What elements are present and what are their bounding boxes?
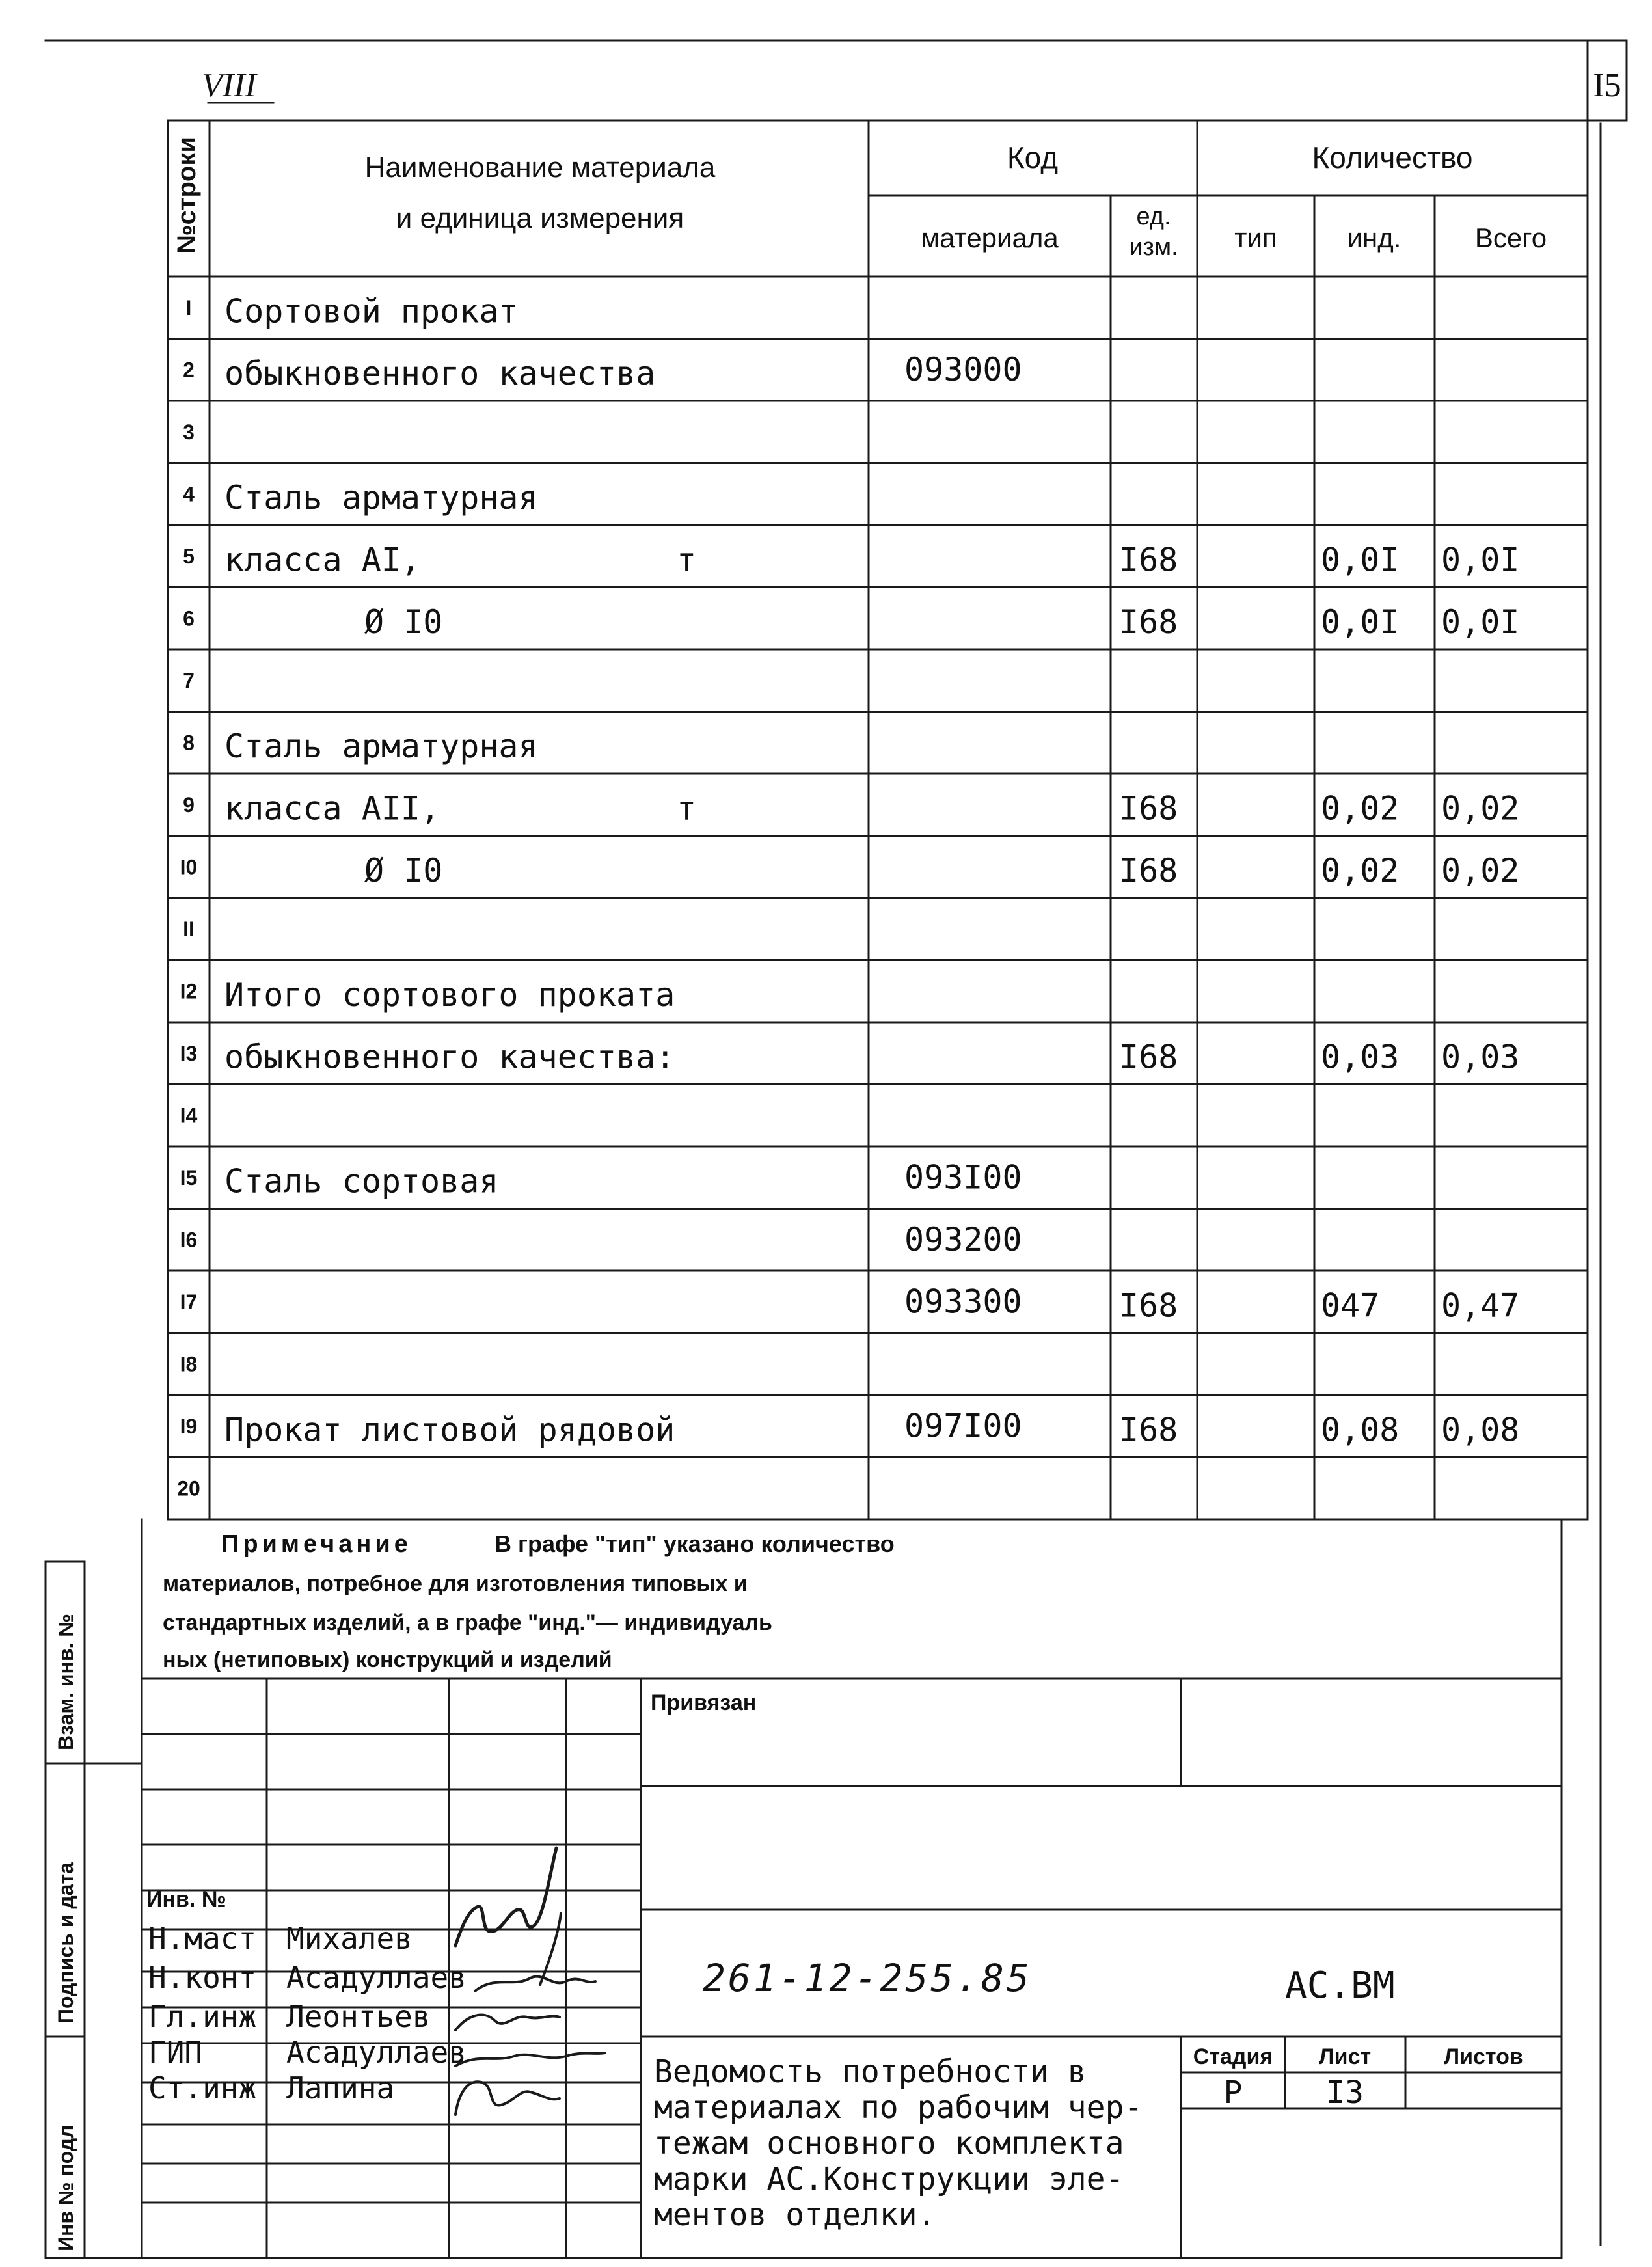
role-person-name: Леонтьев — [286, 1999, 431, 2034]
row-number: 2 — [183, 358, 195, 382]
inv-label: Инв. № — [146, 1887, 226, 1912]
sheet-value: I3 — [1326, 2074, 1364, 2111]
description-line: тежам основного комплекта — [654, 2125, 1124, 2162]
row-total: 0,02 — [1441, 789, 1520, 828]
row-number: II — [183, 917, 195, 942]
row-number: I8 — [180, 1352, 198, 1376]
row-number: I3 — [180, 1042, 198, 1066]
row-unit-code: I68 — [1119, 1286, 1178, 1325]
row-number: 8 — [183, 731, 195, 755]
row-name: Прокат листовой рядовой — [224, 1411, 675, 1449]
row-number: 20 — [177, 1476, 200, 1500]
header-row-no: №строки — [172, 137, 201, 254]
row-name: Сталь сортовая — [224, 1162, 499, 1201]
signature-mikhalev-flourish — [540, 1913, 561, 1985]
row-ind: 0,02 — [1321, 789, 1400, 828]
note-title: Примечание — [221, 1530, 412, 1558]
row-number: I4 — [180, 1104, 198, 1128]
role-person-name: Асадуллаев — [286, 1960, 467, 1995]
row-name: обыкновенного качества — [224, 355, 656, 393]
page-number: I5 — [1593, 67, 1621, 104]
row-number: 9 — [183, 793, 195, 817]
document-number: 261-12-255.85 — [703, 1956, 1032, 2000]
row-name: класса АI, — [224, 541, 421, 579]
row-ind: 0,02 — [1321, 852, 1400, 890]
row-name: Сталь арматурная — [224, 727, 538, 766]
side-label-inv-orig: Инв № подл — [54, 2124, 77, 2251]
row-total: 0,47 — [1441, 1286, 1520, 1325]
role-person-name: Лапина — [286, 2070, 395, 2106]
description-line: материалах по рабочим чер- — [654, 2089, 1143, 2126]
header-ind: инд. — [1347, 223, 1401, 253]
role-label: Гл.инж — [148, 1999, 257, 2034]
row-number: I5 — [180, 1166, 198, 1190]
signature-asadullaev-2 — [455, 2053, 605, 2066]
note-line1: В графе "тип" указано количество — [494, 1530, 895, 1557]
row-total: 0,0I — [1441, 603, 1520, 642]
signature-lapina — [455, 2082, 560, 2115]
row-name: Ø I0 — [364, 603, 443, 642]
role-label: Н.маст — [148, 1921, 257, 1956]
role-person-name: Михалев — [286, 1921, 413, 1956]
row-unit-code: I68 — [1119, 789, 1178, 828]
signature-mikhalev — [455, 1848, 556, 1946]
section-mark: VIII — [202, 67, 256, 104]
stage-value: Р — [1223, 2074, 1243, 2111]
signatures — [455, 1848, 605, 2115]
role-person-name: Асадуллаев — [286, 2035, 467, 2070]
note-line2: материалов, потребное для изготовления типовых и — [163, 1571, 748, 1596]
header-name-line2: и единица измерения — [396, 202, 684, 234]
row-number: I9 — [180, 1415, 198, 1439]
row-name: Итого сортового проката — [224, 976, 675, 1014]
bound-label: Привязан — [651, 1690, 757, 1715]
row-code: 093200 — [904, 1221, 1022, 1259]
row-total: 0,0I — [1441, 541, 1520, 579]
row-number: 7 — [183, 669, 195, 693]
row-number: 6 — [183, 606, 195, 631]
header-code-material: материала — [921, 223, 1059, 253]
row-unit-code: I68 — [1119, 541, 1178, 579]
signature-leontiev — [455, 2015, 560, 2030]
description-line: ментов отделки. — [654, 2197, 936, 2233]
row-name: Ø I0 — [364, 852, 443, 890]
row-unit-symbol: т — [677, 541, 697, 579]
row-name: обыкновенного качества: — [224, 1038, 675, 1076]
stage-label: Стадия — [1193, 2044, 1273, 2069]
header-total: Всего — [1474, 223, 1547, 253]
row-code: 093300 — [904, 1283, 1022, 1321]
row-name: Сортовой прокат — [224, 292, 519, 331]
description-line: марки АС.Конструкции эле- — [654, 2161, 1124, 2197]
row-unit-symbol: т — [677, 789, 697, 828]
row-unit-code: I68 — [1119, 603, 1178, 642]
sheets-label: Листов — [1444, 2044, 1523, 2069]
role-label: Н.конт — [148, 1960, 257, 1995]
row-total: 0,02 — [1441, 852, 1520, 890]
row-ind: 0,03 — [1321, 1038, 1400, 1076]
row-unit-code: I68 — [1119, 852, 1178, 890]
row-name: Сталь арматурная — [224, 479, 538, 517]
role-label: Ст.инж — [148, 2070, 257, 2106]
row-total: 0,08 — [1441, 1411, 1520, 1449]
row-number: 3 — [183, 420, 195, 444]
note-line3: стандартных изделий, а в графе "инд."— индивидуаль — [163, 1610, 772, 1635]
row-code: 097I00 — [904, 1407, 1022, 1445]
header-code: Код — [1007, 141, 1059, 174]
sheet-label: Лист — [1318, 2044, 1372, 2069]
row-ind: 0,0I — [1321, 603, 1400, 642]
row-code: 093000 — [904, 351, 1022, 389]
side-label-sign-date: Подпись и дата — [54, 1862, 77, 2024]
row-ind: 047 — [1321, 1286, 1380, 1325]
row-total: 0,03 — [1441, 1038, 1520, 1076]
row-name: класса АII, — [224, 789, 440, 828]
header-name-line1: Наименование материала — [364, 152, 716, 183]
header-type: тип — [1234, 223, 1277, 253]
description-line: Ведомость потребности в — [654, 2054, 1087, 2090]
row-number: I6 — [180, 1228, 198, 1252]
row-unit-code: I68 — [1119, 1038, 1178, 1076]
header-unit-l1: ед. — [1136, 203, 1171, 230]
row-number: I0 — [180, 855, 198, 879]
document-mark: АС.ВМ — [1285, 1964, 1395, 2007]
role-label: ГИП — [148, 2035, 203, 2070]
side-label-inv-sub: Взам. инв. № — [54, 1614, 77, 1750]
sheet-texts — [54, 67, 1621, 2251]
row-number: 4 — [183, 482, 195, 506]
row-ind: 0,0I — [1321, 541, 1400, 579]
note-line4: ных (нетиповых) конструкций и изделий — [163, 1648, 612, 1672]
row-ind: 0,08 — [1321, 1411, 1400, 1449]
row-code: 093I00 — [904, 1158, 1022, 1197]
row-unit-code: I68 — [1119, 1411, 1178, 1449]
row-number: I — [185, 296, 192, 320]
row-number: I2 — [180, 979, 198, 1003]
header-quantity: Количество — [1312, 141, 1473, 174]
signature-asadullaev-1 — [475, 1977, 595, 1991]
header-unit-l2: изм. — [1129, 234, 1178, 261]
row-number: 5 — [183, 545, 195, 569]
row-number: I7 — [180, 1290, 198, 1314]
